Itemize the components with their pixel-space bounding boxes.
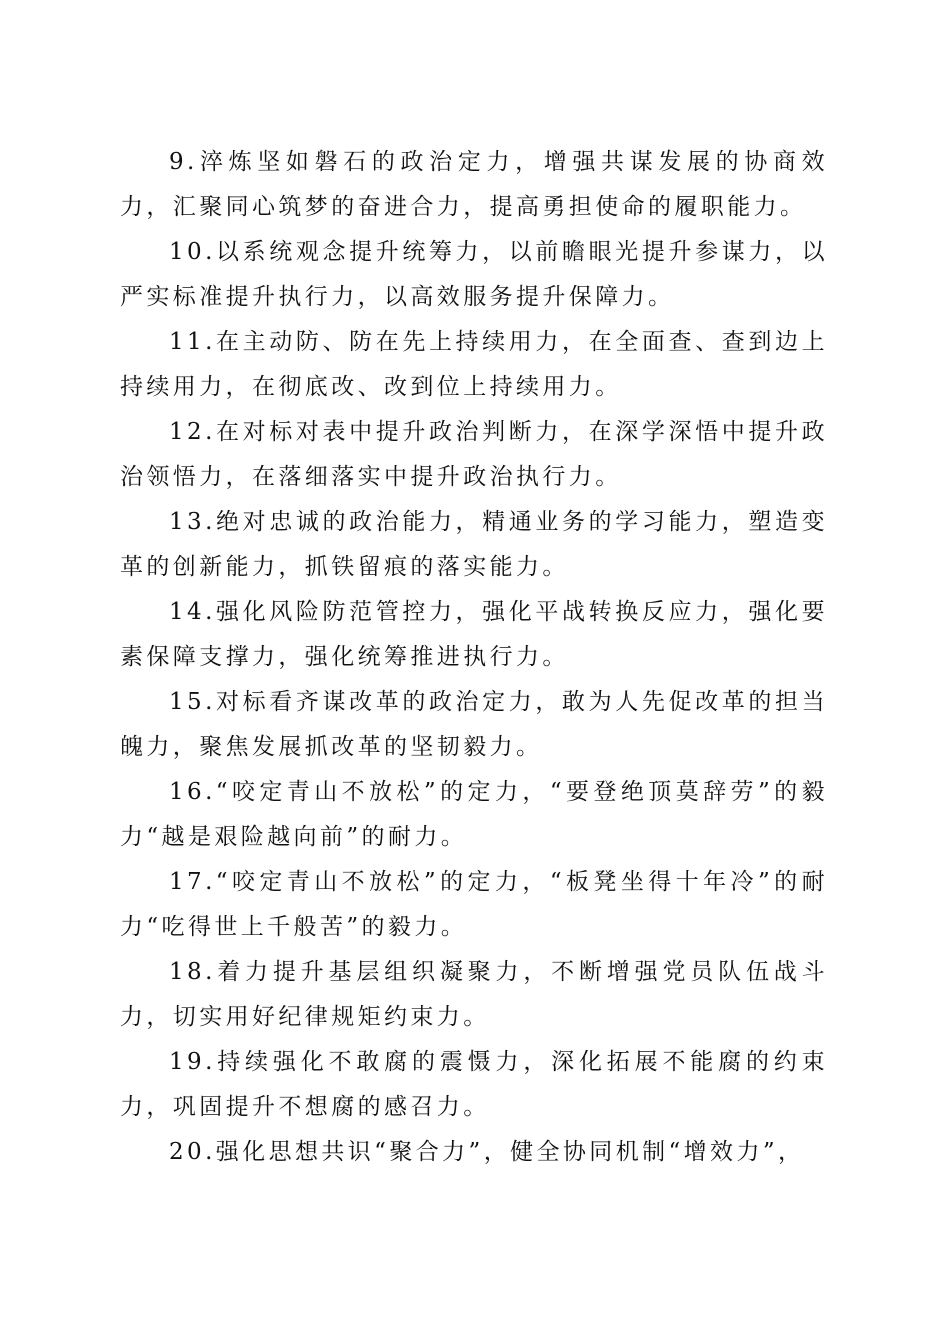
paragraph-18: 18.着力提升基层组织凝聚力，不断增强党员队伍战斗力，切实用好纪律规矩约束力。 <box>120 959 828 1030</box>
document-body <box>120 140 828 1175</box>
paragraph-19: 19.持续强化不敢腐的震慑力，深化拓展不能腐的约束力，巩固提升不想腐的感召力。 <box>120 1049 828 1120</box>
paragraph-11: 11.在主动防、防在先上持续用力，在全面查、查到边上持续用力，在彻底改、改到位上持续用力。 <box>120 329 828 400</box>
paragraph-13: 13.绝对忠诚的政治能力，精通业务的学习能力，塑造变革的创新能力，抓铁留痕的落实能力。 <box>120 509 828 580</box>
paragraph-20: 20.强化思想共识“聚合力”，健全协同机制“增效力”， <box>169 1139 805 1165</box>
paragraph-14: 14.强化风险防范管控力，强化平战转换反应力，强化要素保障支撑力，强化统筹推进执行力。 <box>120 599 828 670</box>
paragraph-15: 15.对标看齐谋改革的政治定力，敢为人先促改革的担当魄力，聚焦发展抓改革的坚韧毅力。 <box>120 689 828 760</box>
paragraph-10: 10.以系统观念提升统筹力，以前瞻眼光提升参谋力，以严实标准提升执行力，以高效服务提升保障力。 <box>120 239 828 310</box>
paragraph-17: 17.“咬定青山不放松”的定力，“板凳坐得十年冷”的耐力“吃得世上千般苦”的毅力。 <box>120 869 828 940</box>
paragraph-9: 9.淬炼坚如磐石的政治定力，增强共谋发展的协商效力，汇聚同心筑梦的奋进合力，提高勇担使命的履职能力。 <box>120 149 828 220</box>
paragraph-16: 16.“咬定青山不放松”的定力，“要登绝顶莫辞劳”的毅力“越是艰险越向前”的耐力。 <box>120 779 828 850</box>
paragraph-12: 12.在对标对表中提升政治判断力，在深学深悟中提升政治领悟力，在落细落实中提升政治执行力。 <box>120 419 828 490</box>
